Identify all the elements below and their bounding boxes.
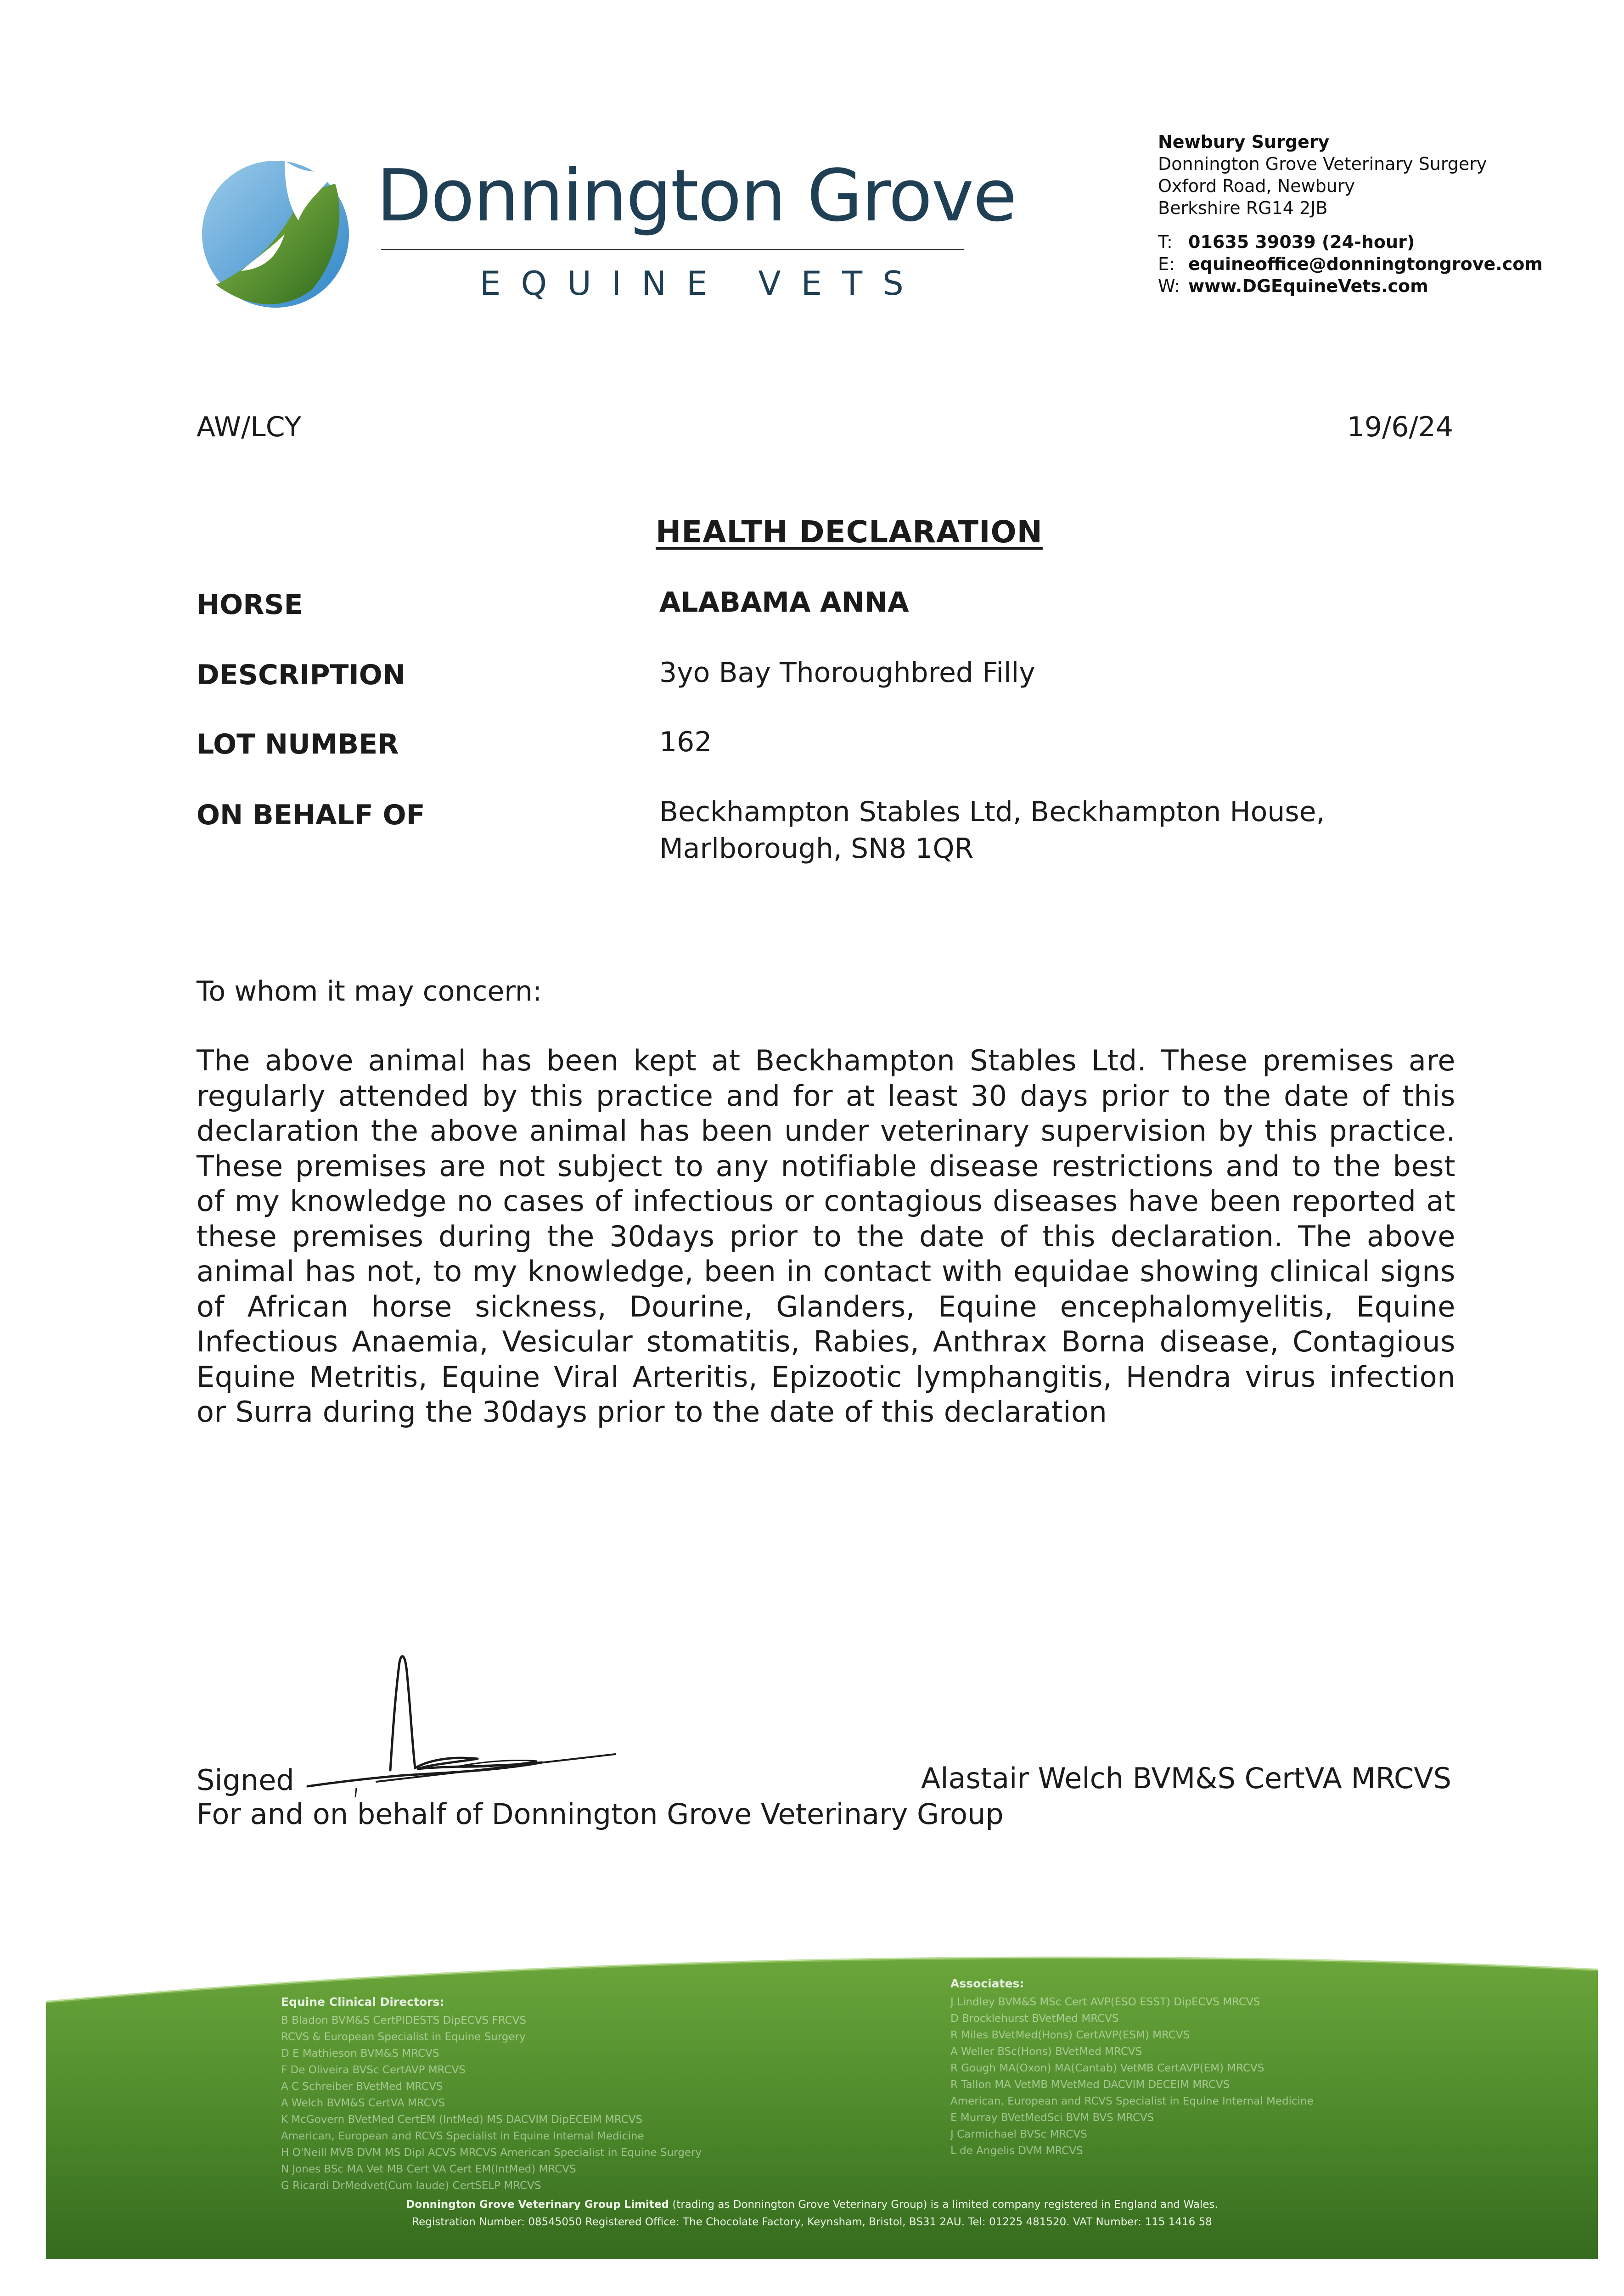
associates-list bbox=[950, 1994, 1314, 2159]
donnington-grove-logo-icon bbox=[197, 156, 354, 312]
address-line: Berkshire RG14 2JB bbox=[1158, 198, 1328, 218]
registration-details: Registration Number: 08545050 Registered Office: The Chocolate Factory, Keynsham, Bristol, BS31 2AU. Tel: 01225 481520. VAT Number: 115 1416 58 bbox=[412, 2216, 1212, 2228]
phone-key: T: bbox=[1158, 232, 1173, 252]
directors-list bbox=[281, 2012, 702, 2194]
contact-lines bbox=[1158, 231, 1543, 297]
on-behalf-of-label: ON BEHALF OF bbox=[197, 799, 425, 831]
company-name: Donnington Grove Veterinary Group Limited bbox=[406, 2199, 669, 2211]
horse-label: HORSE bbox=[197, 589, 303, 621]
description-value: 3yo Bay Thoroughbred Filly bbox=[659, 657, 1035, 689]
associate-line: D Brocklehurst BVetMed MRCVS bbox=[950, 2013, 1119, 2025]
director-line: A C Schreiber BVetMed MRCVS bbox=[281, 2081, 443, 2093]
document-title: HEALTH DECLARATION bbox=[656, 514, 1043, 550]
associate-line: R Miles BVetMed(Hons) CertAVP(ESM) MRCVS bbox=[950, 2029, 1190, 2041]
website-key: W: bbox=[1158, 276, 1180, 296]
director-line: RCVS & European Specialist in Equine Surgery bbox=[281, 2031, 526, 2043]
handwritten-signature bbox=[303, 1644, 624, 1800]
phone-line bbox=[1158, 231, 1543, 253]
associate-line: A Weller BSc(Hons) BVetMed MRCVS bbox=[950, 2046, 1142, 2058]
declaration-body: The above animal has been kept at Beckhampton Stables Ltd. These premises are regularly attended by this practice and for at least 30 days prior to the date of this declaration the above animal has been under veterinary supervision by this practice. These premises are not subject to any notifiable disease restrictions and to the best of my knowledge no cases of infectious or contagious diseases have been reported at these premises during the 30days prior to the date of this declaration. The above animal has not, to my knowledge, been in contact with equidae showing clinical signs of African horse sickness, Dourine, Glanders, Equine encephalomyelitis, Equine Infectious Anaemia, Vesicular stomatitis, Rabies, Anthrax Borna disease, Contagious Equine Metritis, Equine Viral Arteritis, Epizootic lymphangitis, Hendra virus infection or Surra during the 30days prior to the date of this declaration bbox=[197, 1044, 1455, 1429]
footer-banner bbox=[0, 1929, 1624, 2296]
director-line: N Jones BSc MA Vet MB Cert VA Cert EM(IntMed) MRCVS bbox=[281, 2163, 576, 2175]
director-line: K McGovern BVetMed CertEM (IntMed) MS DACVIM DipECEIM MRCVS bbox=[281, 2114, 643, 2126]
address-line: Donnington Grove Veterinary Surgery bbox=[1158, 154, 1487, 174]
directors-heading: Equine Clinical Directors: bbox=[281, 1995, 444, 2009]
website-url: www.DGEquineVets.com bbox=[1188, 276, 1428, 296]
associate-line: J Lindley BVM&S MSc Cert AVP(ESO ESST) DipECVS MRCVS bbox=[950, 1996, 1260, 2008]
brand-divider bbox=[381, 249, 964, 250]
associate-line: R Gough MA(Oxon) MA(Cantab) VetMB CertAVP(EM) MRCVS bbox=[950, 2062, 1264, 2074]
company-registration-line bbox=[0, 2199, 1624, 2211]
reference: AW/LCY bbox=[197, 411, 302, 443]
description-label: DESCRIPTION bbox=[197, 659, 406, 691]
surgery-name: Newbury Surgery bbox=[1158, 132, 1330, 152]
surgery-contact-block bbox=[1158, 131, 1543, 297]
salutation: To whom it may concern: bbox=[197, 975, 542, 1007]
on-behalf-of-line-1: Beckhampton Stables Ltd, Beckhampton House, bbox=[659, 796, 1325, 828]
signer-name: Alastair Welch BVM&S CertVA MRCVS bbox=[921, 1761, 1451, 1795]
brand-subtitle: EQUINE VETS bbox=[480, 264, 924, 303]
email-key: E: bbox=[1158, 254, 1175, 274]
website-line bbox=[1158, 275, 1543, 297]
associate-line: R Tallon MA VetMB MVetMed DACVIM DECEIM MRCVS bbox=[950, 2079, 1230, 2091]
lot-number-label: LOT NUMBER bbox=[197, 728, 399, 760]
director-line: B Bladon BVM&S CertPIDESTS DipECVS FRCVS bbox=[281, 2015, 526, 2026]
director-line: D E Mathieson BVM&S MRCVS bbox=[281, 2048, 439, 2060]
associate-line: L de Angelis DVM MRCVS bbox=[950, 2145, 1083, 2157]
director-line: H O'Neill MVB DVM MS Dipl ACVS MRCVS American Specialist in Equine Surgery bbox=[281, 2147, 702, 2159]
horse-value: ALABAMA ANNA bbox=[659, 586, 909, 619]
brand-name: Donnington Grove bbox=[376, 154, 1016, 237]
associate-line: J Carmichael BVSc MRCVS bbox=[950, 2128, 1087, 2140]
address-line: Oxford Road, Newbury bbox=[1158, 176, 1355, 196]
associate-line: American, European and RCVS Specialist in Equine Internal Medicine bbox=[950, 2095, 1314, 2107]
email-address: equineoffice@donningtongrove.com bbox=[1188, 254, 1543, 274]
letter-date: 19/6/24 bbox=[1347, 411, 1453, 443]
on-behalf-of-value bbox=[659, 793, 1325, 867]
company-text: (trading as Donnington Grove Veterinary Group) is a limited company registered in England and Wales. bbox=[669, 2199, 1218, 2211]
associate-line: E Murray BVetMedSci BVM BVS MRCVS bbox=[950, 2112, 1154, 2124]
director-line: A Welch BVM&S CertVA MRCVS bbox=[281, 2097, 445, 2109]
phone-number: 01635 39039 (24-hour) bbox=[1188, 232, 1415, 252]
on-behalf-statement: For and on behalf of Donnington Grove Veterinary Group bbox=[197, 1797, 1004, 1831]
director-line: F De Oliveira BVSc CertAVP MRCVS bbox=[281, 2064, 466, 2076]
signed-label: Signed bbox=[197, 1763, 294, 1797]
director-line: G Ricardi DrMedvet(Cum laude) CertSELP MRCVS bbox=[281, 2180, 541, 2192]
director-line: American, European and RCVS Specialist in Equine Internal Medicine bbox=[281, 2130, 644, 2142]
associates-heading: Associates: bbox=[950, 1977, 1024, 1990]
on-behalf-of-line-2: Marlborough, SN8 1QR bbox=[659, 833, 974, 865]
email-line bbox=[1158, 253, 1543, 275]
lot-number-value: 162 bbox=[659, 726, 712, 758]
